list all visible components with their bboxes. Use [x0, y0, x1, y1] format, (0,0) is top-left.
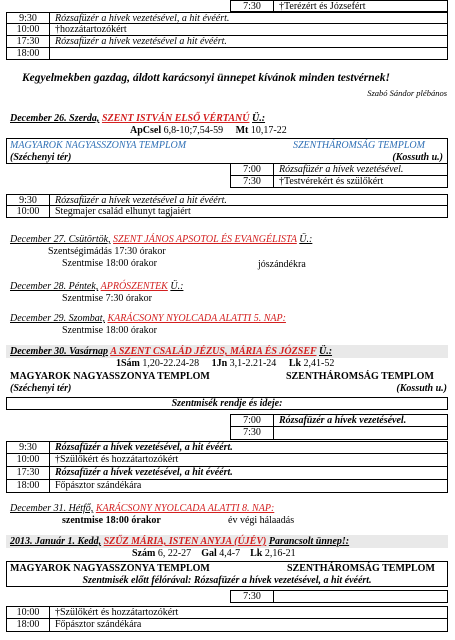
schedule-row — [6, 206, 448, 218]
day-heading — [10, 536, 349, 547]
date: December 30. Vasárnap — [10, 346, 109, 357]
intention: Főpásztor szándékára — [55, 619, 142, 630]
service-note: jószándékra — [258, 259, 306, 270]
date: December 29. Szombat, — [10, 313, 105, 324]
signature: Szabó Sándor plébános — [367, 88, 447, 98]
reading-ref: Szám — [132, 548, 156, 559]
church-header — [6, 138, 448, 164]
reading-ref: Gal — [201, 548, 217, 559]
intention: Stegmajer család elhunyt tagjaiért — [55, 206, 191, 217]
date: December 28. Péntek, — [10, 281, 99, 292]
schedule-row — [6, 454, 448, 467]
service-line: Szentmise 7:30 órakor — [62, 293, 152, 304]
reading: 2,41-52 — [303, 358, 335, 369]
feast: SZENT ISTVÁN ELSŐ VÉRTANÚ — [101, 113, 250, 124]
greeting: Kegyelmekben gazdag, áldott karácsonyi ünnepet kívánok minden testvérnek! — [22, 72, 390, 84]
church-left: MAGYAROK NAGYASSZONYA TEMPLOM — [10, 563, 210, 574]
service-line: szentmise 18:00 órakor — [62, 515, 161, 526]
intention: †Terézért és Józsefért — [279, 1, 366, 12]
top-row — [6, 36, 448, 48]
intention: Rózsafüzér a hívek vezetésével a hit évéért. — [55, 195, 227, 206]
day-heading — [10, 346, 332, 357]
time: 17:30 — [7, 467, 50, 479]
readings — [130, 125, 287, 136]
feast: SZENT JÁNOS APSOTOL ÉS EVANGÉLISTA — [113, 234, 297, 245]
church-right: SZENTHÁROMSÁG TEMPLOM — [286, 371, 434, 382]
day-heading — [10, 281, 183, 292]
intention: Főpásztor szándékára — [55, 480, 142, 491]
time: 7:30 — [231, 591, 274, 603]
service-line: Szentmise 18:00 órakor — [62, 258, 157, 269]
time: 17:30 — [7, 36, 50, 47]
church-header — [6, 561, 448, 587]
church-right: SZENTHÁROMSÁG TEMPLOM — [287, 563, 435, 574]
feast: APRÓSZENTEK — [100, 281, 168, 292]
reading: 1,20-22.24-28 — [142, 358, 200, 369]
time: 10:00 — [7, 24, 50, 35]
date: December 27. Csütörtök, — [10, 234, 111, 245]
location-right: (Kossuth u.) — [392, 152, 443, 163]
readings — [132, 548, 296, 559]
reading: 2,16-21 — [264, 548, 296, 559]
schedule-row — [230, 164, 448, 176]
date: 2013. Január 1. Kedd, — [10, 536, 102, 547]
intention: †hozzátartozókért — [55, 24, 127, 35]
reading-ref: Mt — [235, 125, 249, 136]
service-line: Szentmise 18:00 órakor — [62, 325, 157, 336]
location-right: (Kossuth u.) — [396, 383, 447, 394]
day-heading — [10, 503, 274, 514]
church-left: MAGYAROK NAGYASSZONYA TEMPLOM — [10, 140, 187, 151]
reading: 6,8-10;7,54-59 — [163, 125, 224, 136]
time: 10:00 — [7, 206, 50, 217]
schedule-row — [230, 176, 448, 188]
reading: 10,17-22 — [250, 125, 287, 136]
top-row — [6, 48, 448, 60]
time: 7:00 — [231, 164, 274, 175]
feast-suffix: Ü.: — [318, 346, 333, 357]
location-left: (Széchenyi tér) — [10, 152, 72, 163]
intention: Rózsafüzér a hívek vezetésével, a hit évéért. — [55, 467, 233, 478]
schedule-row — [6, 480, 448, 493]
feast: KARÁCSONY NYOLCADA ALATTI 5. NAP: — [107, 313, 286, 324]
reading-ref: Lk — [288, 358, 302, 369]
intention: Rózsafüzér a hívek vezetésével, a hit évéért. — [55, 13, 230, 24]
feast: SZŰZ MÁRIA, ISTEN ANYJA (ÚJÉV) — [103, 536, 267, 547]
schedule-row — [6, 441, 448, 454]
notice: Szentmisék előtt félórával: Rózsafüzér a hívek vezetésével, a hit évéért. — [82, 575, 372, 586]
reading: 4,4-7 — [219, 548, 241, 559]
time: 10:00 — [7, 454, 50, 466]
top-row — [6, 12, 448, 24]
intention: †Testvérekért és szülőkért — [279, 176, 384, 187]
day-heading — [10, 113, 265, 124]
top-right-row — [230, 0, 448, 12]
schedule-row — [230, 427, 448, 440]
time: 9:30 — [7, 13, 50, 23]
location-left: (Széchenyi tér) — [10, 383, 72, 394]
feast-suffix: Ü.: — [299, 234, 313, 245]
church-right: SZENTHÁROMSÁG TEMPLOM — [293, 140, 425, 151]
service-note: év végi hálaadás — [228, 515, 295, 526]
time: 18:00 — [7, 619, 50, 631]
time: 7:00 — [231, 415, 274, 427]
feast-suffix: Ü.: — [170, 281, 184, 292]
reading-ref: 1Jn — [211, 358, 228, 369]
intention: Rózsafüzér a hívek vezetésével. — [279, 415, 407, 426]
schedule-row — [6, 606, 448, 619]
time: 9:30 — [7, 195, 50, 205]
time: 10:00 — [7, 607, 50, 618]
schedule-row — [6, 194, 448, 206]
service-line: Szentségimádás 17:30 órakor — [48, 246, 166, 257]
feast: KARÁCSONY NYOLCADA ALATTI 8. NAP: — [95, 503, 275, 514]
feast-suffix: Parancsolt ünnep!: — [268, 536, 350, 547]
reading-ref: 1Sám — [116, 358, 140, 369]
schedule-row — [6, 467, 448, 480]
feast: A SZENT CSALÁD JÉZUS, MÁRIA ÉS JÓZSEF — [110, 346, 317, 357]
day-heading — [10, 313, 286, 324]
reading: 3,1-2.21-24 — [229, 358, 277, 369]
schedule-row — [230, 590, 448, 603]
schedule-row — [230, 414, 448, 427]
time: 9:30 — [7, 442, 50, 453]
schedule-row — [6, 619, 448, 632]
time: 18:00 — [7, 48, 50, 59]
time: 18:00 — [7, 480, 50, 492]
reading: 6, 22-27 — [157, 548, 192, 559]
time: 7:30 — [231, 427, 274, 439]
time: 7:30 — [243, 1, 261, 12]
feast-suffix: Ü.: — [251, 113, 266, 124]
intention: †Szülőkért és hozzátartozókért — [55, 454, 179, 465]
church-left: MAGYAROK NAGYASSZONYA TEMPLOM — [10, 371, 210, 382]
intention: Rózsafüzér a hívek vezetésével a hit évéért. — [55, 36, 227, 47]
reading-ref: Lk — [250, 548, 263, 559]
time: 7:30 — [231, 176, 274, 187]
date: December 26. Szerda, — [10, 113, 100, 124]
order-title: Szentmisék rendje és ideje: — [6, 397, 448, 410]
reading-ref: ApCsel — [130, 125, 162, 136]
date: December 31. Hétfő, — [10, 503, 94, 514]
intention: †Szülőkért és hozzátartozókért — [55, 607, 179, 618]
intention: Rózsafüzér a hívek vezetésével. — [279, 164, 404, 175]
readings — [116, 358, 334, 369]
intention: Rózsafüzér a hívek vezetésével, a hit évéért. — [55, 442, 233, 453]
top-row — [6, 24, 448, 36]
day-heading — [10, 234, 312, 245]
